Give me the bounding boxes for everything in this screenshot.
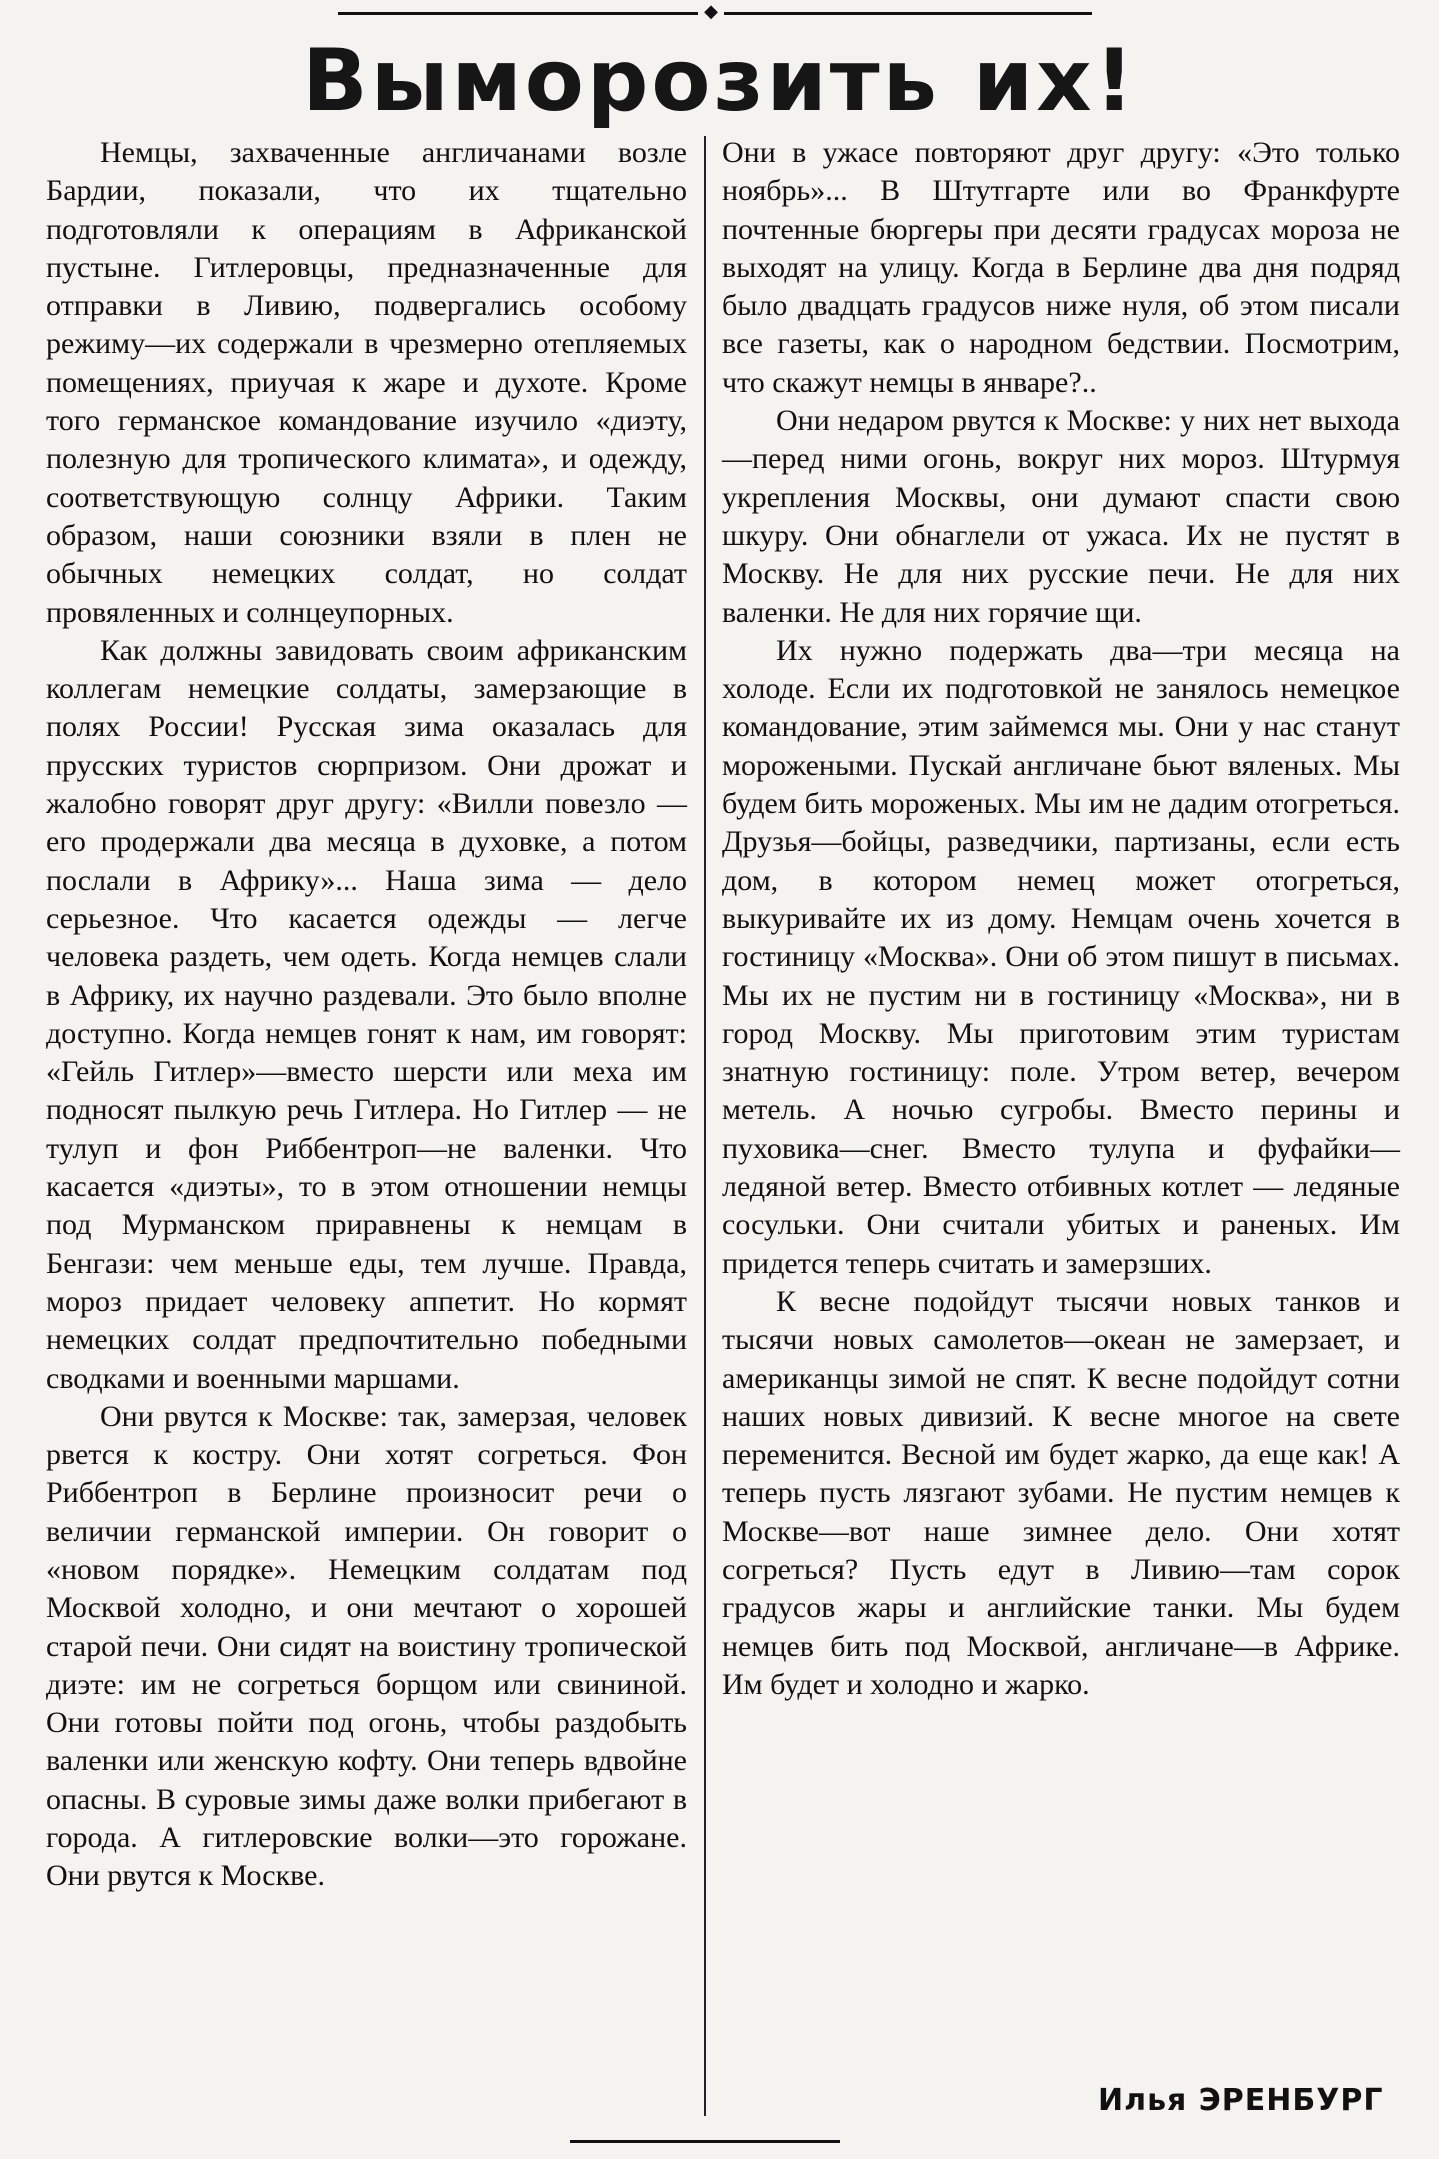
- paragraph: Они в ужасе повторяют друг другу: «Это только ноябрь»... В Штутгарте или во Франкфурте почтенные бюргеры при десяти градусах мороза не выходят на улицу. Когда в Берлине два дня подряд было двадцать градусов ниже нуля, об этом писали все газеты, как о народном бедствии. Посмотрим, что скажут немцы в январе?..: [722, 136, 1400, 399]
- paragraph: Как должны завидовать своим африканским коллегам немецкие солдаты, замерзающие в полях России! Русская зима оказалась для прусских туристов сюрпризом. Они дрожат и жалобно говорят друг другу: «Вилли повезло — его продержали два месяца в духовке, а потом послали в Африку»... Наша зима — дело серьезное. Что касается одежды — легче человека раздеть, чем одеть. Когда немцев слали в Африку, их научно раздевали. Это было вполне доступно. Когда немцев гонят к нам, им говорят: «Гейль Гитлер»—вместо шерсти или меха им подносят пылкую речь Гитлера. Но Гитлер — не тулуп и фон Риббентроп—не валенки. Что касается «диэты», то в этом отношении немцы под Мурманском приравнены к немцам в Бенгази: чем меньше еды, тем лучше. Правда, мороз придает человеку аппетит. Но кормят немецких солдат предпочтительно победными сводками и военными маршами.: [46, 633, 687, 1395]
- paragraph: Немцы, захваченные англичанами возле Бардии, показали, что их тщательно подготовляли к операциям в Африканской пустыне. Гитлеровцы, предназначенные для отправки в Ливию, подвергались особому режиму—их содержали в чрезмерно отепляемых помещениях, приучая к жаре и духоте. Кроме того германское командование изучило «диэту, полезную для тропического климата», и одежду, соответствующую солнцу Африки. Таким образом, наши союзники взяли в плен не обычных немецких солдат, но солдат провяленных и солнцеупорных.: [46, 136, 687, 629]
- paragraph: Их нужно подержать два—три месяца на холоде. Если их подготовкой не занялось немецкое командование, этим займемся мы. Они у нас станут морожеными. Пускай англичане бьют вяленых. Мы будем бить мороженых. Мы им не дадим отогреться. Друзья—бойцы, разведчики, партизаны, если есть дом, в котором немец может отогреться, выкуривайте их из дому. Немцам очень хочется в гостиницу «Москва». Они об этом пишут в письмах. Мы их не пустим ни в гостиницу «Москва», ни в город Москву. Мы приготовим этим туристам знатную гостиницу: поле. Утром ветер, вечером метель. А ночью сугробы. Вместо перины и пуховика—снег. Вместо тулупа и фуфайки—ледяной ветер. Вместо отбивных котлет — ледяные сосульки. Они считали убитых и раненых. Им придется теперь считать и замерзших.: [722, 633, 1400, 1280]
- article-column-right: [722, 134, 1400, 2109]
- article-column-left: [46, 134, 687, 2109]
- author-signature: Илья ЭРЕНБУРГ: [1098, 2083, 1384, 2118]
- paragraph: Они недаром рвутся к Москве: у них нет выхода—перед ними огонь, вокруг них мороз. Штурмуя укрепления Москвы, они думают спасти свою шкуру. Они обнаглели от ужаса. Их не пустят в Москву. Не для них русские печи. Не для них валенки. Не для них горячие щи.: [722, 404, 1400, 629]
- diamond-ornament-icon: ◆: [698, 4, 724, 20]
- bottom-rule: [570, 2140, 840, 2143]
- column-divider: [704, 136, 706, 2116]
- paragraph: К весне подойдут тысячи новых танков и тысячи новых самолетов—океан не замерзает, и американцы зимой не спят. К весне подойдут сотни наших новых дивизий. К весне многое на свете переменится. Весной им будет жарко, да еще как! А теперь пусть лязгают зубами. Не пустим немцев к Москве—вот наше зимнее дело. Они хотят согреться? Пусть едут в Ливию—там сорок градусов жары и английские танки. Мы будем немцев бить под Москвой, англичане—в Африке. Им будет и холодно и жарко.: [722, 1284, 1400, 1701]
- article-headline: Выморозить их!: [302, 31, 1137, 131]
- paragraph: Они рвутся к Москве: так, замерзая, человек рвется к костру. Они хотят согреться. Фон Риббентроп в Берлине произносит речи о величии германской империи. Он говорит о «новом порядке». Немецким солдатам под Москвой холодно, и они мечтают о хорошей старой печи. Они сидят на воистину тропической диэте: им не согреться борщом или свининой. Они готовы пойти под огонь, чтобы раздобыть валенки или женскую кофту. Они теперь вдвойне опасны. В суровые зимы даже волки прибегают в города. А гитлеровские волки—это горожане. Они рвутся к Москве.: [46, 1399, 687, 1893]
